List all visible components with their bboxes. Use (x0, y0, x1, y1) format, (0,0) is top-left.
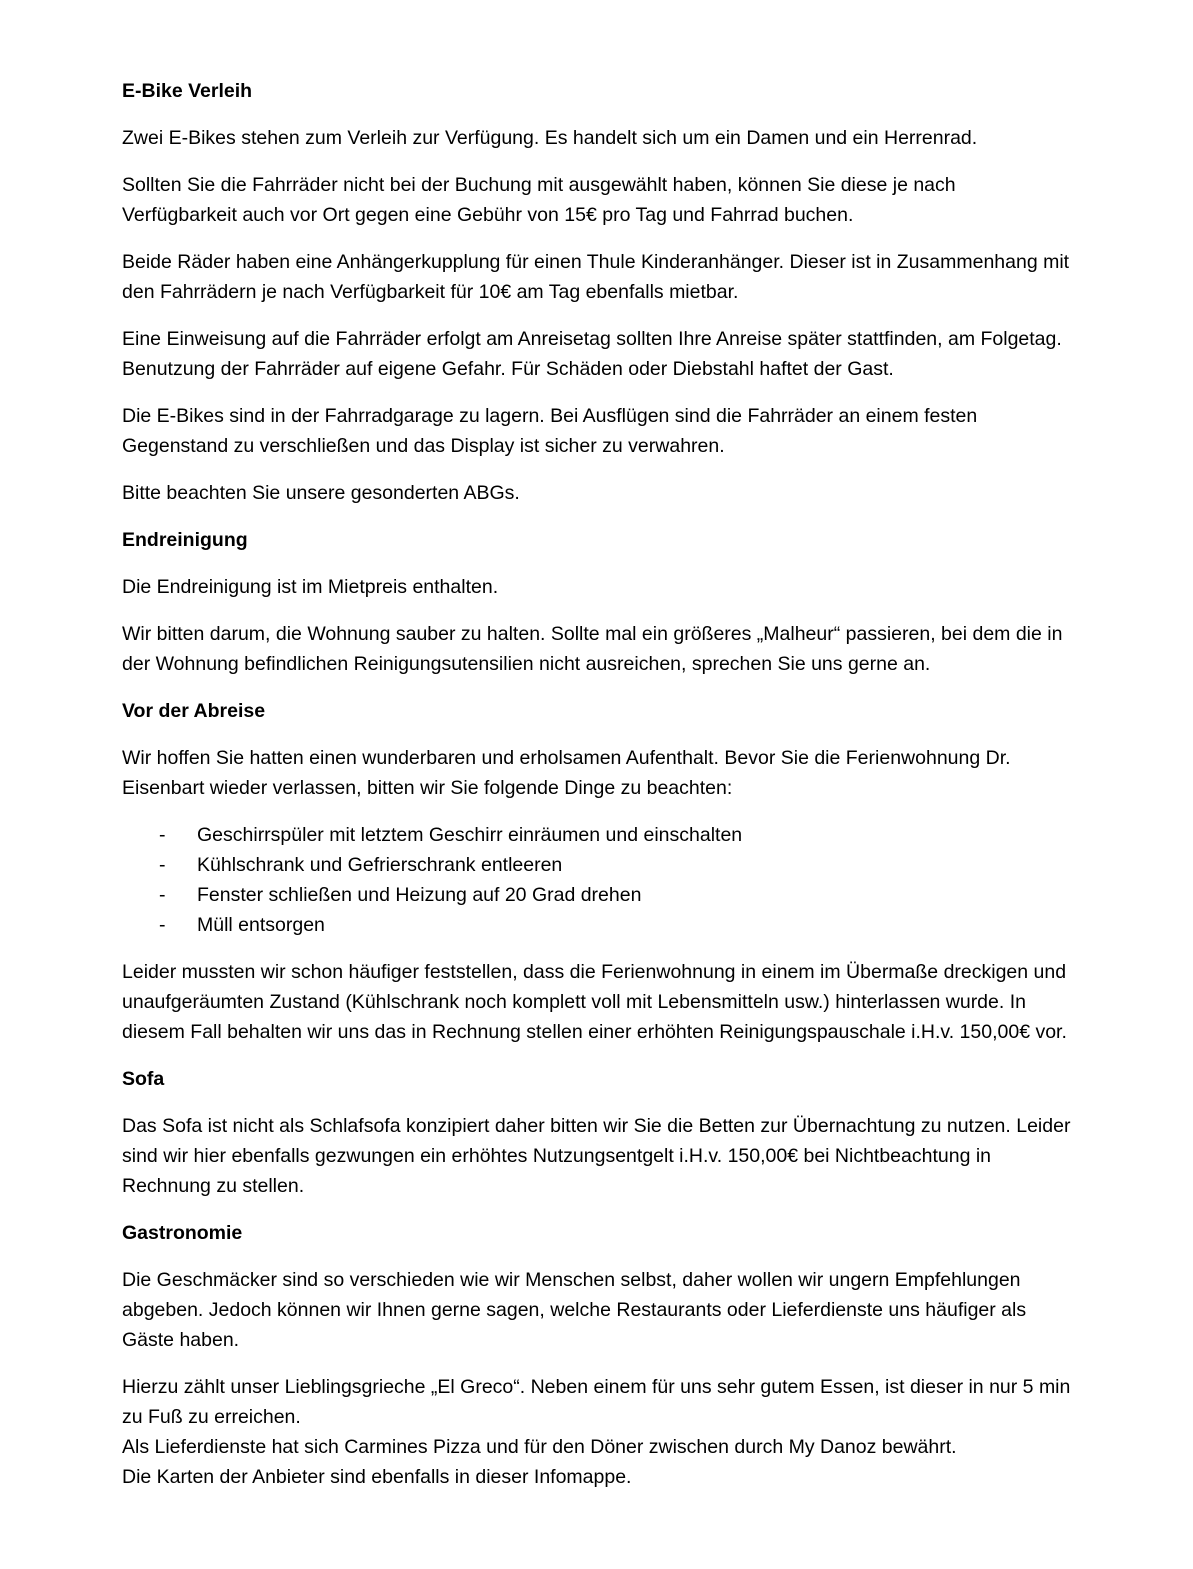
list-item (122, 910, 1072, 940)
list-item (122, 820, 1072, 850)
bullet-dash: - (159, 854, 166, 876)
list-item-text: Kühlschrank und Gefrierschrank entleeren (197, 854, 563, 876)
paragraph: Das Sofa ist nicht als Schlafsofa konzipiert daher bitten wir Sie die Betten zur Übernachtung zu nutzen. Leider sind wir hier ebenfalls gezwungen ein erhöhtes Nutzungsentgelt i.H.v. 150,00€ bei Nichtbeachtung in Rechnung zu stellen. (122, 1115, 1071, 1197)
paragraph: Bitte beachten Sie unsere gesonderten ABGs. (122, 482, 520, 504)
bullet-dash: - (159, 884, 166, 906)
paragraph: Die E-Bikes sind in der Fahrradgarage zu lagern. Bei Ausflügen sind die Fahrräder an einem festen Gegenstand zu verschließen und das Display ist sicher zu verwahren. (122, 405, 978, 457)
list-item-text: Müll entsorgen (197, 914, 325, 936)
heading-endreinigung: Endreinigung (122, 529, 248, 551)
paragraph: Wir hoffen Sie hatten einen wunderbaren und erholsamen Aufenthalt. Bevor Sie die Ferienwohnung Dr. Eisenbart wieder verlassen, bitten wir Sie folgende Dinge zu beachten: (122, 747, 1011, 799)
paragraph: Wir bitten darum, die Wohnung sauber zu halten. Sollte mal ein größeres „Malheur“ passieren, bei dem die in der Wohnung befindlichen Reinigungsutensilien nicht ausreichen, sprechen Sie uns gerne an. (122, 623, 1063, 675)
paragraph: Die Endreinigung ist im Mietpreis enthalten. (122, 576, 499, 598)
heading-vor-der-abreise: Vor der Abreise (122, 700, 266, 722)
list-item-text: Geschirrspüler mit letztem Geschirr einräumen und einschalten (197, 824, 743, 846)
paragraph: Zwei E-Bikes stehen zum Verleih zur Verfügung. Es handelt sich um ein Damen und ein Herrenrad. (122, 127, 978, 149)
paragraph: Sollten Sie die Fahrräder nicht bei der Buchung mit ausgewählt haben, können Sie diese je nach Verfügbarkeit auch vor Ort gegen eine Gebühr von 15€ pro Tag und Fahrrad buchen. (122, 174, 956, 226)
document-page (122, 76, 1072, 1492)
list-item (122, 880, 1072, 910)
bullet-dash: - (159, 824, 166, 846)
paragraph: Als Lieferdienste hat sich Carmines Pizza und für den Döner zwischen durch My Danoz bewährt. (122, 1436, 957, 1458)
heading-ebike-verleih: E-Bike Verleih (122, 80, 253, 102)
paragraph: Eine Einweisung auf die Fahrräder erfolgt am Anreisetag sollten Ihre Anreise später stattfinden, am Folgetag. Benutzung der Fahrräder auf eigene Gefahr. Für Schäden oder Diebstahl haftet der Gast. (122, 328, 1062, 380)
heading-sofa: Sofa (122, 1068, 165, 1090)
paragraph: Leider mussten wir schon häufiger feststellen, dass die Ferienwohnung in einem im Übermaße dreckigen und unaufgeräumten Zustand (Kühlschrank noch komplett voll mit Lebensmitteln usw.) hinterlassen wurde. In diesem Fall behalten wir uns das in Rechnung stellen einer erhöhten Reinigungspauschale i.H.v. 150,00€ vor. (122, 961, 1067, 1043)
list-item-text: Fenster schließen und Heizung auf 20 Grad drehen (197, 884, 642, 906)
heading-gastronomie: Gastronomie (122, 1222, 243, 1244)
paragraph: Die Karten der Anbieter sind ebenfalls in dieser Infomappe. (122, 1466, 632, 1488)
paragraph: Die Geschmäcker sind so verschieden wie wir Menschen selbst, daher wollen wir ungern Empfehlungen abgeben. Jedoch können wir Ihnen gerne sagen, welche Restaurants oder Lieferdienste uns häufiger als Gäste haben. (122, 1269, 1027, 1351)
bullet-dash: - (159, 914, 166, 936)
checklist (122, 820, 1072, 940)
list-item (122, 850, 1072, 880)
paragraph: Beide Räder haben eine Anhängerkupplung für einen Thule Kinderanhänger. Dieser ist in Zusammenhang mit den Fahrrädern je nach Verfügbarkeit für 10€ am Tag ebenfalls mietbar. (122, 251, 1070, 303)
paragraph: Hierzu zählt unser Lieblingsgrieche „El Greco“. Neben einem für uns sehr gutem Essen, ist dieser in nur 5 min zu Fuß zu erreichen. (122, 1376, 1071, 1428)
